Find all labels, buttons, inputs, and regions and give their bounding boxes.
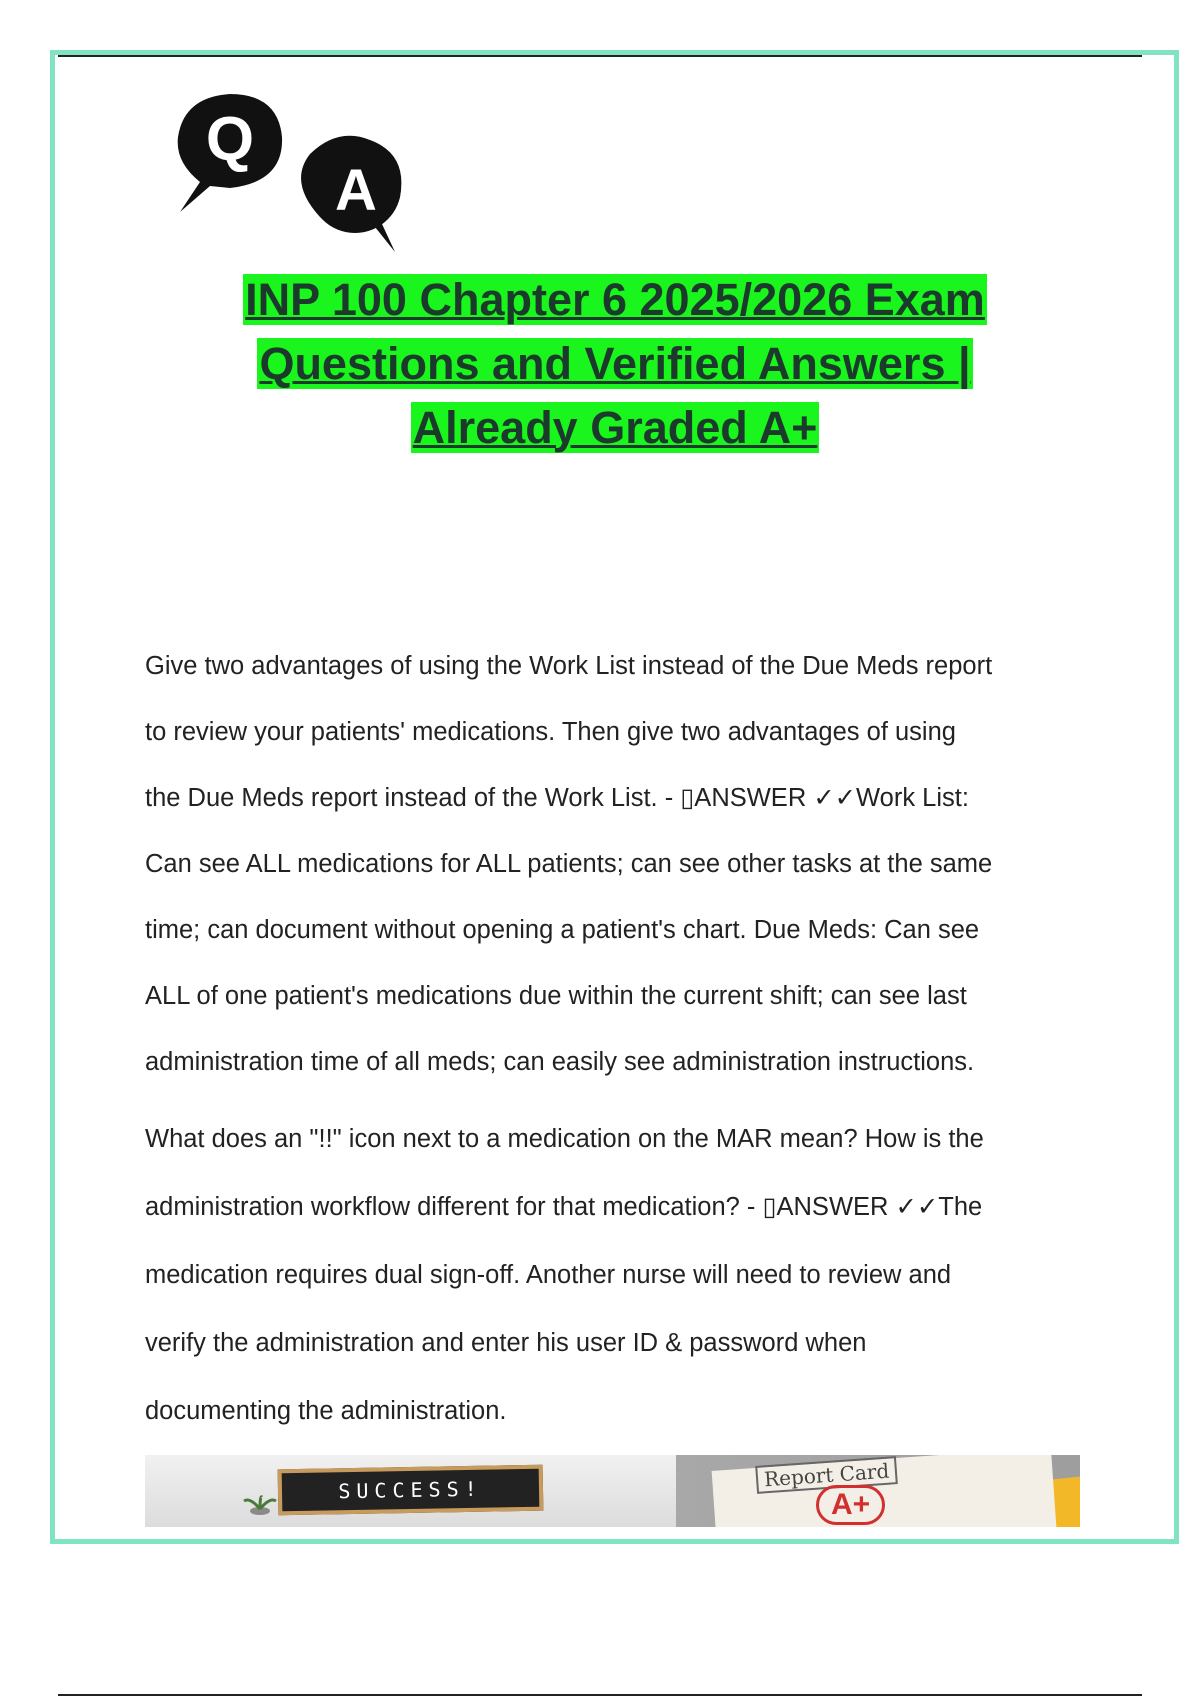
qa-1-line: time; can document without opening a patient's chart. Due Meds: Can see: [145, 916, 980, 944]
qa-2-line: What does an "!!" icon next to a medication on the MAR mean? How is the: [145, 1125, 984, 1153]
qa-speech-bubbles-icon: [170, 92, 410, 262]
qa-1-line: the Due Meds report instead of the Work List. - ▯ANSWER ✓✓Work List:: [145, 784, 969, 812]
qa-1-line: administration time of all meds; can easily see administration instructions.: [145, 1048, 975, 1076]
qa-1-line: ALL of one patient's medications due within the current shift; can see last: [145, 982, 967, 1010]
bottom-divider: [58, 1694, 1142, 1696]
qa-item-1: [145, 633, 1095, 1095]
title-line-2: Questions and Verified Answers |: [259, 338, 971, 389]
qa-content: [145, 633, 1095, 1445]
success-board: SUCCESS!: [278, 1465, 544, 1516]
qa-1-line: Give two advantages of using the Work List instead of the Due Meds report: [145, 652, 993, 680]
qa-2-line: verify the administration and enter his user ID & password when: [145, 1329, 867, 1357]
document-title: [150, 268, 1080, 460]
title-line-1: INP 100 Chapter 6 2025/2026 Exam: [245, 274, 985, 325]
qa-2-line: medication requires dual sign-off. Another nurse will need to review and: [145, 1261, 952, 1289]
report-card-label: Report Card: [755, 1456, 898, 1494]
logo-q-letter: Q: [205, 105, 255, 174]
logo-a-letter: A: [335, 158, 377, 223]
plant-icon: [240, 1495, 280, 1515]
qa-1-line: Can see ALL medications for ALL patients; can see other tasks at the same: [145, 850, 993, 878]
promo-banner: [145, 1455, 1080, 1527]
title-line-3: Already Graded A+: [412, 402, 818, 453]
qa-2-line: documenting the administration.: [145, 1397, 507, 1425]
report-card-photo: [676, 1455, 1080, 1527]
qa-item-2: [145, 1105, 1095, 1445]
grade-badge: A+: [816, 1485, 885, 1525]
top-divider: [58, 55, 1142, 57]
qa-1-line: to review your patients' medications. Then give two advantages of using: [145, 718, 956, 746]
qa-2-line: administration workflow different for that medication? - ▯ANSWER ✓✓The: [145, 1193, 983, 1221]
success-photo: [145, 1455, 676, 1527]
